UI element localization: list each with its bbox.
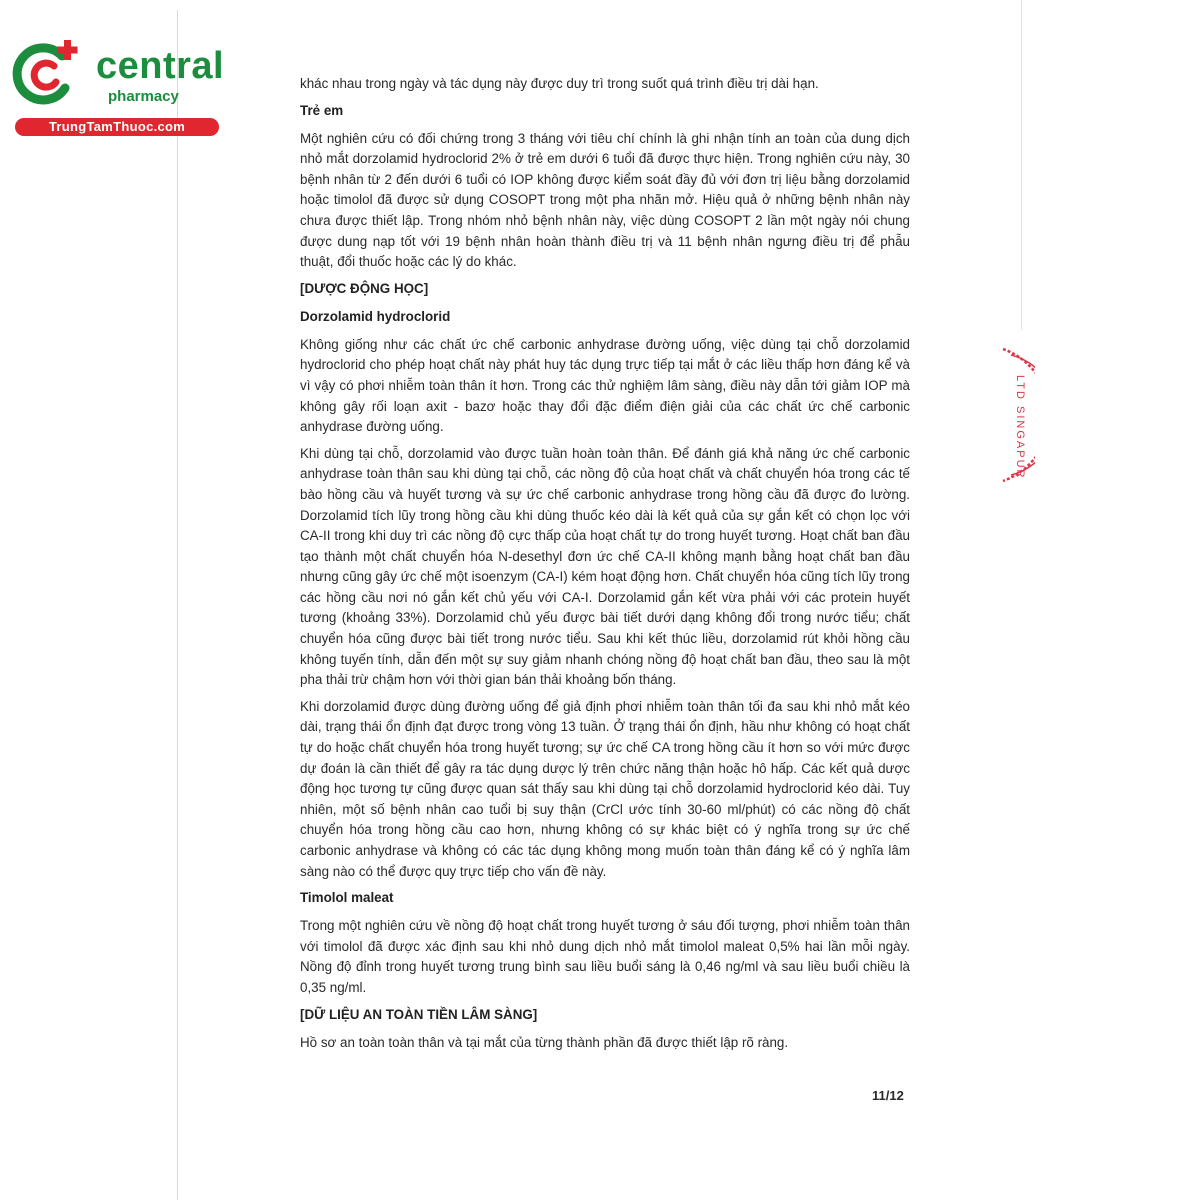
preclinical-paragraph: Hồ sơ an toàn toàn thân và tại mắt của từng thành phần đã được thiết lập rõ ràng. (300, 1034, 789, 1050)
preclinical-heading: [DỮ LIỆU AN TOÀN TIỀN LÂM SÀNG] (300, 1006, 538, 1022)
document-body (300, 74, 910, 1059)
pharmacokinetics-heading: [DƯỢC ĐỘNG HỌC] (300, 280, 429, 296)
dorzolamid-paragraph-3: Khi dorzolamid được dùng đường uống để giả định phơi nhiễm toàn thân tối đa sau khi nhỏ mắt kéo dài, trạng thái ổn định đạt được trong vòng 13 tuần. Ở trạng thái ổn định, hầu như không có hoạt chất tự do hoặc chất chuyển hóa trong huyết tương; sự ức chế CA trong hồng cầu ít hơn so với mức được dự đoán là cần thiết để gây ra tác dụng dược lý trên chức năng thận hoặc hô hấp. Các kết quả dược động học tương tự cũng được quan sát thấy sau khi dùng tại chỗ dorzolamid hydroclorid kéo dài. Tuy nhiên, một số bệnh nhân cao tuổi bị suy thận (CrCl ước tính 30-60 ml/phút) có các nồng độ chất chuyển hóa trong hồng cầu cao hơn, nhưng không có sự khác biệt có ý nghĩa trong sự ức chế carbonic anhydrase và không có các tác dụng không mong muốn toàn thân đáng kể có ý nghĩa lâm sàng nào có thể được quy trực tiếp cho vấn đề này. (300, 698, 910, 879)
red-company-stamp (995, 345, 1035, 485)
stamp-text: LTD SINGAPUR (1014, 375, 1026, 480)
logo-site-bar: TrungTamThuoc.com (15, 118, 219, 136)
timolol-paragraph: Trong một nghiên cứu về nồng độ hoạt chất trong huyết tương ở sáu đối tượng, phơi nhiễm toàn thân với timolol đã được xác định sau khi nhỏ dung dịch nhỏ mắt timolol maleat 0,5% hai lần mỗi ngày. Nồng độ đỉnh trong huyết tương trung bình sau liều buổi sáng là 0,46 ng/ml và sau liều buổi chiều là 0,35 ng/ml. (300, 918, 910, 995)
logo-brand-text: central (96, 45, 225, 87)
central-logo-icon (10, 38, 82, 110)
children-paragraph: Một nghiên cứu có đối chứng trong 3 tháng với tiêu chí chính là ghi nhận tính an toàn của dung dịch nhỏ mắt dorzolamid hydroclorid 2% ở trẻ em dưới 6 tuổi đã được thực hiện. Trong nghiên cứu này, 30 bệnh nhân từ 2 đến dưới 6 tuổi có IOP không được kiểm soát đầy đủ với đơn trị liệu bằng dorzolamid hoặc timolol đã được sử dụng COSOPT trong một pha nhãn mở. Hiệu quả ở những bệnh nhân này chưa được thiết lập. Trong nhóm nhỏ bệnh nhân này, việc dùng COSOPT 2 lần một ngày nói chung được dung nạp tốt với 19 bệnh nhân hoàn thành điều trị và 11 bệnh nhân ngưng điều trị để phẫu thuật, đổi thuốc hoặc các lý do khác. (300, 130, 910, 270)
central-pharmacy-logo (10, 38, 225, 136)
page-number: 11/12 (872, 1088, 904, 1103)
page-edge-right (1021, 0, 1022, 330)
timolol-heading: Timolol maleat (300, 890, 394, 906)
logo-sub-text: pharmacy (108, 88, 179, 105)
dorzolamid-heading: Dorzolamid hydroclorid (300, 308, 451, 324)
children-heading: Trẻ em (300, 102, 344, 118)
intro-paragraph: khác nhau trong ngày và tác dụng này được duy trì trong suốt quá trình điều trị dài hạn. (300, 76, 819, 91)
page-edge-left (177, 10, 178, 1200)
dorzolamid-paragraph-2: Khi dùng tại chỗ, dorzolamid vào được tuần hoàn toàn thân. Để đánh giá khả năng ức chế carbonic anhydrase toàn thân sau khi dùng tại chỗ, các nồng độ của hoạt chất và chất chuyển hóa trong các tế bào hồng cầu và huyết tương và sự ức chế carbonic anhydrase trong hồng cầu đã được đo lường. Dorzolamid tích lũy trong hồng cầu khi dùng thuốc kéo dài là kết quả của sự gắn kết có chọn lọc với CA-II trong khi duy trì các nồng độ cực thấp của hoạt chất tự do trong huyết tương. Hoạt chất ban đầu tạo thành một chất chuyển hóa N-desethyl đơn ức chế CA-II không mạnh bằng hoạt chất ban đầu nhưng cũng gây ức chế một isoenzym (CA-I) kém hoạt động hơn. Chất chuyển hóa cũng tích lũy trong các hồng cầu nơi nó gắn kết chủ yếu với CA-I. Dorzolamid gắn kết vừa phải với các protein huyết tương (khoảng 33%). Dorzolamid chủ yếu được bài tiết dưới dạng không đổi trong nước tiểu; chất chuyển hóa cũng được bài tiết trong nước tiểu. Sau khi kết thúc liều, dorzolamid rút khỏi hồng cầu không tuyến tính, dẫn đến một sự suy giảm nhanh chóng nồng độ hoạt chất ban đầu, theo sau là một pha thải trừ chậm hơn với thời gian bán thải khoảng bốn tháng. (300, 445, 910, 688)
dorzolamid-paragraph-1: Không giống như các chất ức chế carbonic anhydrase đường uống, việc dùng tại chỗ dorzolamid hydroclorid cho phép hoạt chất này phát huy tác dụng trực tiếp tại mắt ở các liều thấp hơn đáng kể và vì vậy có phơi nhiễm toàn thân ít hơn. Trong các thử nghiệm lâm sàng, điều này dẫn tới giảm IOP mà không gây rối loạn axit - bazơ hoặc thay đổi đặc điểm điện giải của các chất ức chế carbonic anhydrase đường uống. (300, 336, 910, 435)
